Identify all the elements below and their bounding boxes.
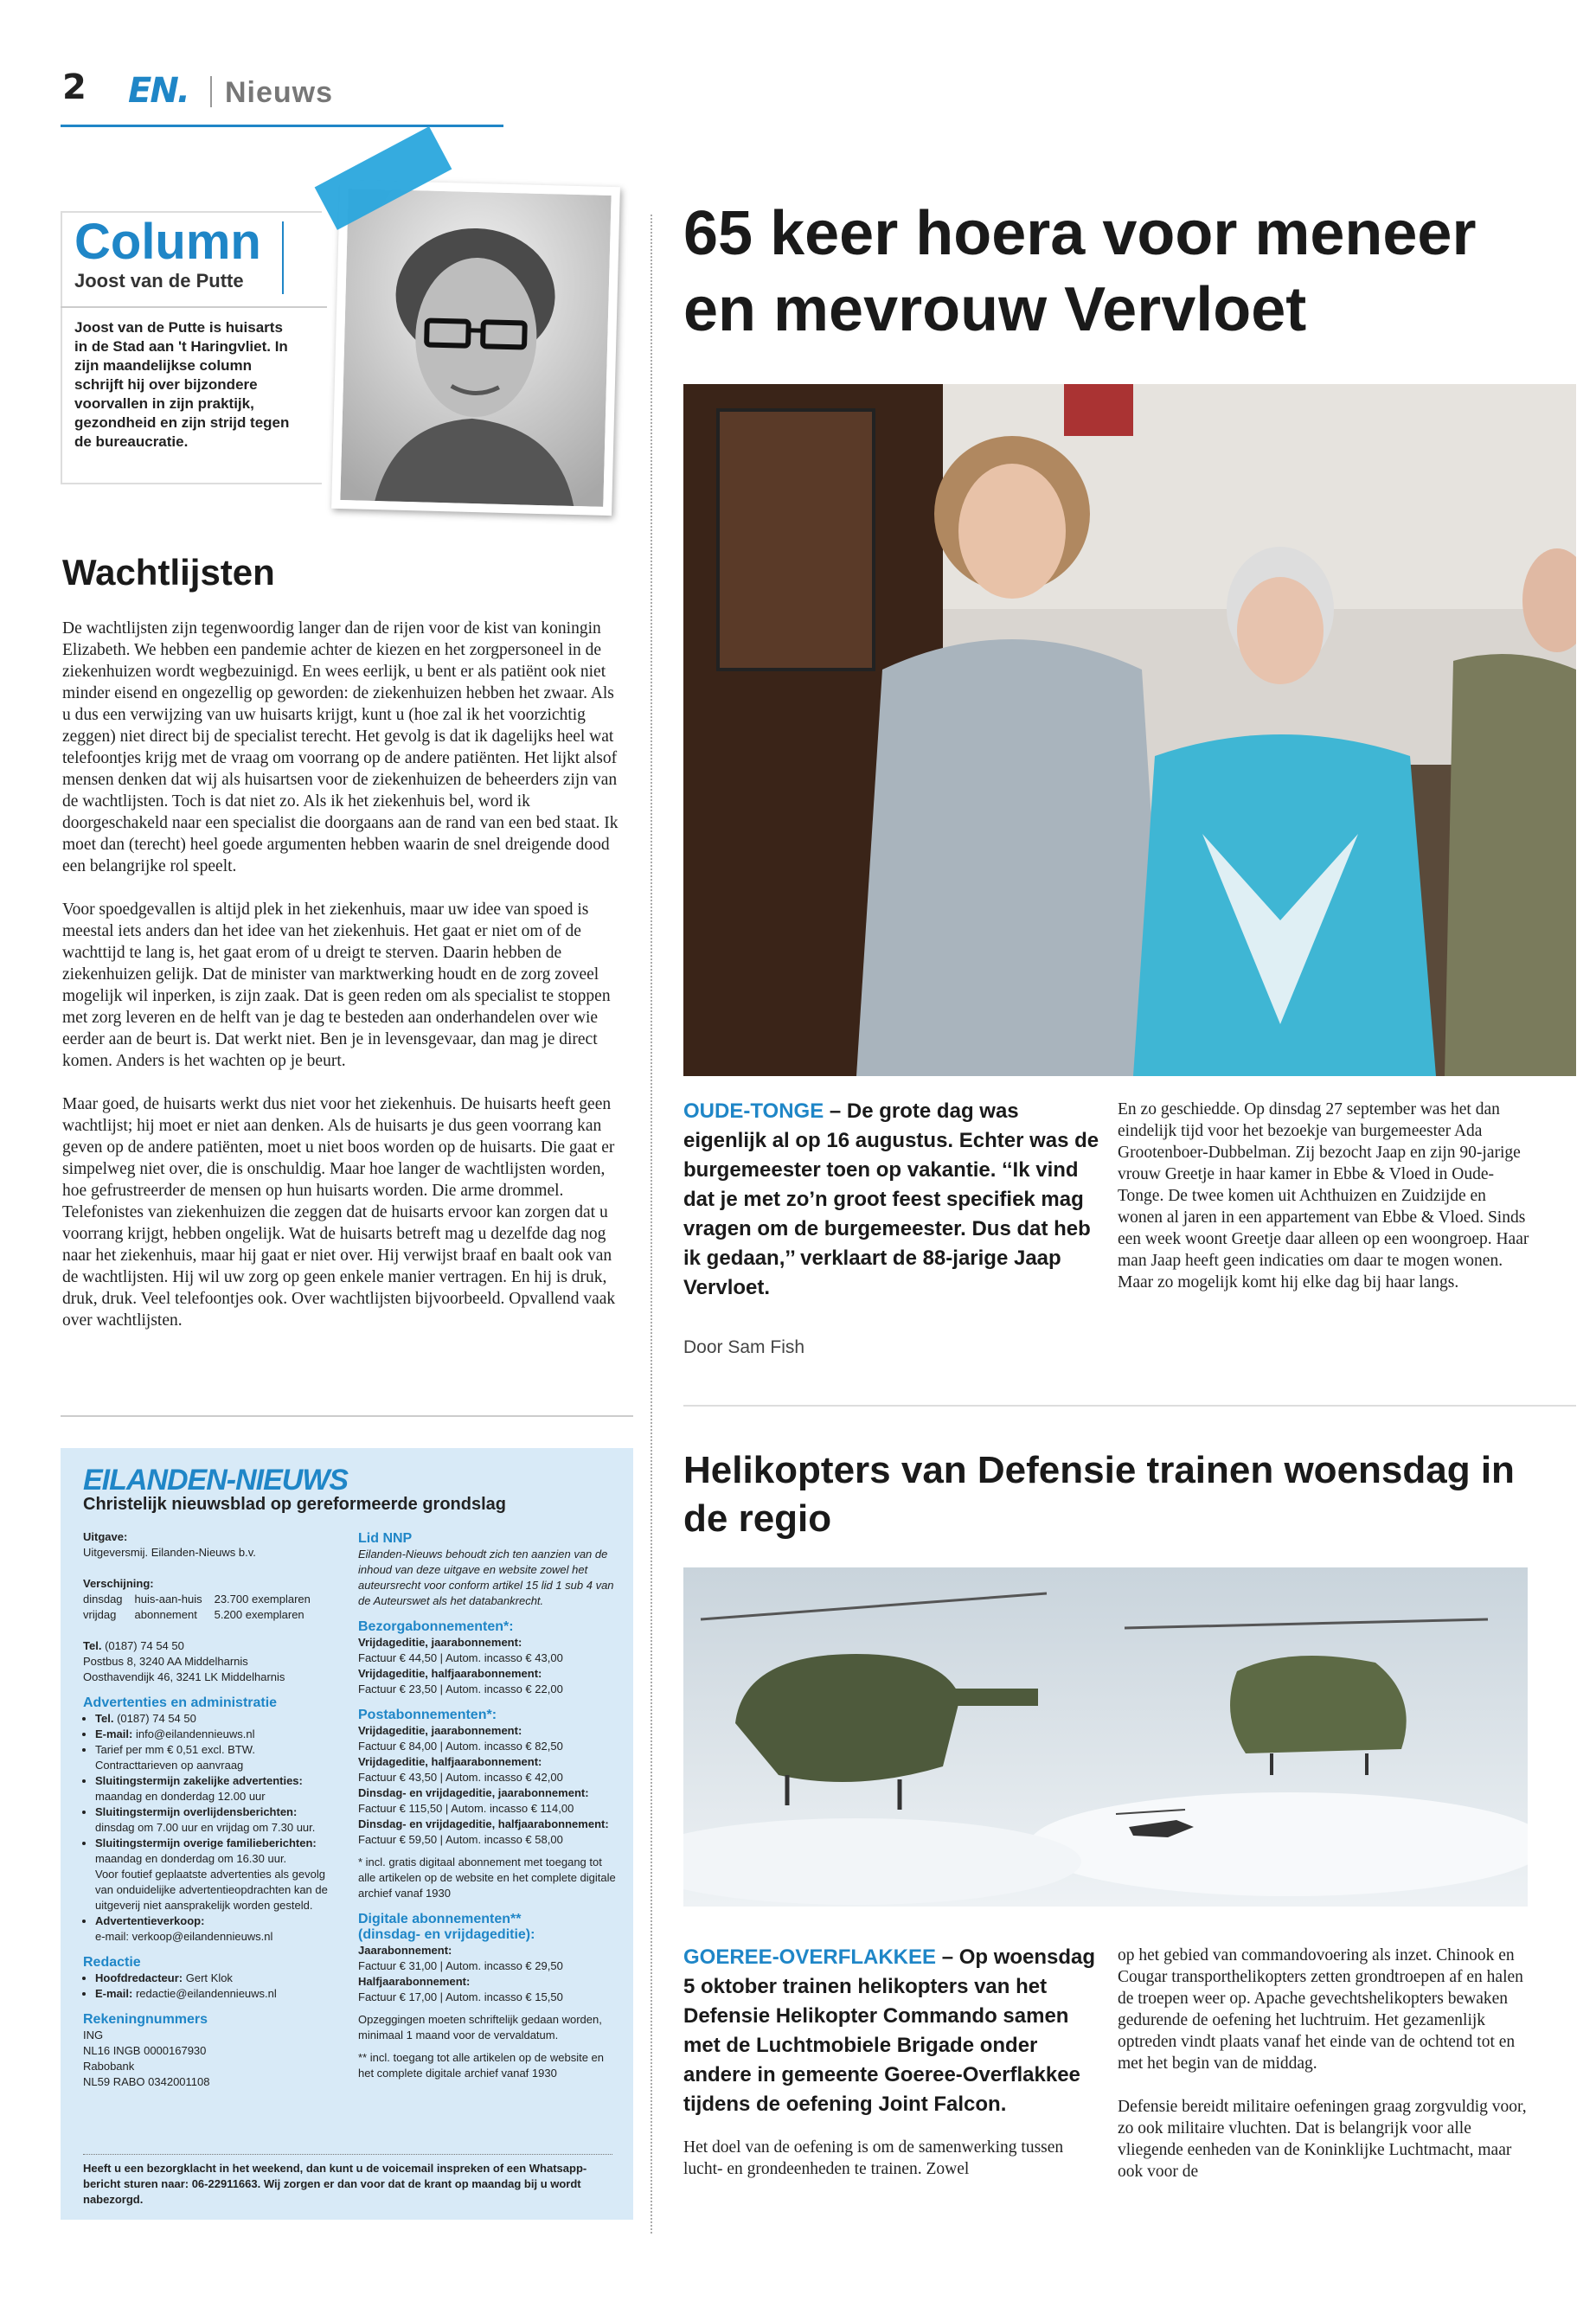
column-accent-line <box>282 221 284 294</box>
label: Dinsdag- en vrijdageditie, jaarabonnement: <box>358 1786 589 1799</box>
main-article-photo <box>683 384 1576 1076</box>
value: Factuur € 43,50 | Autom. incasso € 42,00 <box>358 1771 563 1784</box>
column-divider <box>61 306 327 308</box>
list-item: • Sluitingstermijn zakelijke advertenties: maandag en donderdag 12.00 uur <box>95 1773 343 1804</box>
heading: Advertenties en administratie <box>83 1695 278 1710</box>
column-body <box>62 618 625 1353</box>
colophon-right-column <box>358 1531 618 2081</box>
label: Halfjaarabonnement: <box>358 1975 471 1988</box>
column-separator <box>651 215 652 2234</box>
table-row <box>83 1592 323 1607</box>
header-rule <box>61 125 503 127</box>
label: Dinsdag- en vrijdageditie, halfjaarabonnement: <box>358 1817 609 1830</box>
colophon-rule <box>61 1415 633 1417</box>
heading: Postabonnementen*: <box>358 1708 497 1722</box>
colophon-logo: EILANDEN-NIEUWS <box>83 1464 349 1497</box>
column-paragraph: Voor spoedgevallen is altijd plek in het ziekenhuis, maar uw idee van spoed is meestal iets anders dan het idee van het ziekenhuis. Het gaat er niet om of de wachttijd te lang is, het gaat erom of u dreigt te sterven. Daarin hebben de ziekenhuizen gelijk. Dat de minister van marktwerking houdt en de zorg zoveel mogelijk wil inperken, is zijn zaak. Dat is geen reden om als specialist te stoppen met zorg leveren en de helft van je dag te besteden aan onderhandelen over wie eerder aan de beurt is. Dat werkt niet. Ben je in levensgevaar, dan mag je direct komen. Anders is het wachten op je beurt. <box>62 901 611 1070</box>
column-label: Column <box>74 214 261 270</box>
main-article-title: 65 keer hoera voor meneer en mevrouw Vervloet <box>683 199 1477 344</box>
heli-paragraph: op het gebied van commandovoering als inzet. Chinook en Cougar transporthelikopters zetten grondtroepen af en halen de troepen weer op. Apache gevechtshelikopters bewaken gedurende de oefening het luchtruim. Het gezamenlijk optreden vindt plaats vanaf het einde van de ochtend tot en met het begin van de middag. <box>1118 1946 1523 2073</box>
colophon-footer: Heeft u een bezorgklacht in het weekend, dan kunt u de voicemail inspreken of een Whatsapp-bericht sturen naar: 06-22911663. Wij zorgen er dan voor dat de krant op maandag bij u wordt nabezorgd. <box>83 2162 587 2206</box>
value: Rabobank <box>83 2060 135 2073</box>
heading: Rekeningnummers <box>83 2012 208 2027</box>
value: Factuur € 44,50 | Autom. incasso € 43,00 <box>358 1651 563 1664</box>
value: Postbus 8, 3240 AA Middelharnis <box>83 1655 248 1668</box>
value: NL59 RABO 0342001108 <box>83 2075 210 2088</box>
colophon-subtitle: Christelijk nieuwsblad op gereformeerde grondslag <box>83 1495 506 1514</box>
value: Factuur € 59,50 | Autom. incasso € 58,00 <box>358 1833 563 1846</box>
heli-article-body: Het doel van de oefening is om de samenwerking tussen lucht- en grondeenheden te trainen. Zowel <box>683 2138 1064 2178</box>
lead-text: – De grote dag was eigenlijk al op 16 augustus. Echter was de burgemeester toen op vakantie. ‘‘Ik vind dat je met zo’n groot feest specifiek mag vragen om de burgemeester. Dus dat heb ik gedaan,’’ verklaart de 88-jarige Jaap Vervloet. <box>683 1099 1099 1299</box>
article-separator <box>683 1405 1576 1407</box>
value: NL16 INGB 0000167930 <box>83 2044 207 2057</box>
adv-list <box>83 1711 343 1945</box>
value: Factuur € 23,50 | Autom. incasso € 22,00 <box>358 1682 563 1695</box>
value: Factuur € 84,00 | Autom. incasso € 82,50 <box>358 1740 563 1753</box>
author-portrait <box>331 180 620 516</box>
heading: Redactie <box>83 1955 141 1970</box>
portrait-image <box>340 189 611 507</box>
heading: Lid NNP <box>358 1531 413 1546</box>
footnote: * incl. gratis digitaal abonnement met toegang tot alle artikelen op de website en het complete digitale archief vanaf 1930 <box>358 1856 616 1900</box>
column-bio: Joost van de Putte is huisarts in de Stad aan 't Haringvliet. In zijn maandelijkse column schrijft hij over bijzondere voorvallen in zijn praktijk, gezondheid en zijn strijd tegen de bureaucratie. <box>74 319 290 450</box>
value: Uitgeversmij. Eilanden-Nieuws b.v. <box>83 1546 256 1559</box>
colophon-footer-rule <box>83 2154 612 2155</box>
value: Oosthavendijk 46, 3241 LK Middelharnis <box>83 1670 285 1683</box>
label: Tel. <box>83 1639 102 1652</box>
verschijning-table <box>83 1592 323 1623</box>
list-item: • Tel. (0187) 74 54 50 <box>95 1711 343 1727</box>
main-article-lead <box>683 1097 1100 1303</box>
label: Vrijdageditie, halfjaarabonnement: <box>358 1667 542 1680</box>
cell: 23.700 exemplaren <box>214 1593 311 1606</box>
byline: Door Sam Fish <box>683 1337 805 1357</box>
label: Vrijdageditie, halfjaarabonnement: <box>358 1755 542 1768</box>
list-item: • Advertentieverkoop: e-mail: verkoop@eilandennieuws.nl <box>95 1913 343 1945</box>
value: ING <box>83 2029 104 2041</box>
heading: (dinsdag- en vrijdageditie): <box>358 1927 535 1942</box>
heli-article-lead <box>683 1943 1100 2119</box>
photo-helicopters <box>683 1567 1528 1907</box>
heading: Bezorgabonnementen*: <box>358 1619 514 1634</box>
page-number: 2 <box>62 67 87 107</box>
label: Jaarabonnement: <box>358 1944 452 1957</box>
column-paragraph: Maar goed, de huisarts werkt dus niet voor het ziekenhuis. De huisarts heeft geen wachtlijst; hij moet er niet aan denken. Als de huisarts je dus geen voorrang kan geven op de andere patiënten, moet u niet boos worden op de huisarts. Die gaat er simpelweg niet over, die is onschuldig. Maar hoe langer de wachtlijsten worden, hoe gefrustreerder de mensen op hun huisarts worden. Die arme drommel. Telefonistes van ziekenhuizen die zeggen dat de huisarts ervoor kan zorgen dat u voorrang krijgt, hebben ongelijk. Wat de huisarts betreft mag u dezelfde dag nog naar het ziekenhuis, maar hij gaat er niet over. Hij verwijst braaf en baalt ook van de wachtlijsten. Hij wil uw zorg op geen enkele manier vertragen. En hij is druk, druk, druk. Veel telefoontjes ook. Over wachtlijsten bijvoorbeeld. Opvallend vaak over wachtlijsten. <box>62 1095 616 1330</box>
header-separator <box>210 76 212 107</box>
heli-article-title: Helikopters van Defensie trainen woensdag in de regio <box>683 1449 1515 1540</box>
cell: dinsdag <box>83 1593 123 1606</box>
column-paragraph: De wachtlijsten zijn tegenwoordig langer dan de rijen voor de kist van koningin Elizabeth. We hebben een pandemie achter de kiezen en het zorgpersoneel in de ziekenhuizen wordt wegbezuinigd. En wees eerlijk, u bent er als patiënt ook niet minder eisend en ongezellig op geworden: de ziekenhuizen hebben het zwaar. Als u dus een verwijzing van uw huisarts krijgt, kunt u (hoe zal ik het voorzichtig zeggen) niet direct bij de specialist terecht. Het gevolg is dat ik dagelijks heel wat telefoontjes krijg met de vraag om voorrang op de andere patiënten. Het lijkt alsof mensen denken dat wij als huisartsen voor de ziekenhuizen de beheerders zijn van de wachtlijsten. Toch is dat niet zo. Als ik het ziekenhuis bel, word ik doorgeschakeld naar een specialist die doorgaans aan de rand van een bed staat. Ik moet dan (terecht) heel goede argumenten hebben waarin de snel dreigende dood een belangrijke rol speelt. <box>62 619 619 875</box>
section-title: Nieuws <box>225 76 334 109</box>
value: Factuur € 31,00 | Autom. incasso € 29,50 <box>358 1959 563 1972</box>
label: Verschijning: <box>83 1577 154 1590</box>
footnote: ** incl. toegang tot alle artikelen op de website en het complete digitale archief vanaf 1930 <box>358 2051 605 2080</box>
column-author: Joost van de Putte <box>74 270 244 292</box>
list-item: • E-mail: info@eilandennieuws.nl <box>95 1727 343 1742</box>
photo-couple-mayor <box>683 384 1576 1076</box>
label: Vrijdageditie, jaarabonnement: <box>358 1724 522 1737</box>
list-item: • Hoofdredacteur: Gert Klok <box>95 1971 343 1986</box>
newspaper-logo: EN. <box>128 71 189 111</box>
heli-article-body-col2 <box>1118 1945 1533 2204</box>
rights-notice: Eilanden-Nieuws behoudt zich ten aanzien van de inhoud van deze uitgave en website zowel het auteursrecht voor conform artikel 15 lid 1 sub 4 van de Auteurswet als het databankrecht. <box>358 1548 614 1607</box>
value: Factuur € 115,50 | Autom. incasso € 114,00 <box>358 1802 574 1815</box>
dateline: OUDE-TONGE <box>683 1099 824 1123</box>
cell: abonnement <box>134 1608 197 1621</box>
dateline: GOEREE-OVERFLAKKEE <box>683 1945 937 1969</box>
lead-text: – Op woensdag 5 oktober trainen helikopters van het Defensie Helikopter Commando samen met de Luchtmobiele Brigade onder andere in gemeente Goeree-Overflakkee tijdens de oefening Joint Falcon. <box>683 1945 1096 2116</box>
value: (0187) 74 54 50 <box>105 1639 184 1652</box>
colophon-left-column <box>83 1529 343 2090</box>
heli-paragraph: Defensie bereidt militaire oefeningen graag zorgvuldig voor, zo ook militaire vluchten. Dat is belangrijk voor alle vliegende eenheden van de Koninklijke Luchtmacht, maar ook voor de <box>1118 2098 1527 2181</box>
redactie-list <box>83 1971 343 2002</box>
table-row <box>83 1607 323 1623</box>
cancellation-note: Opzeggingen moeten schriftelijk gedaan worden, minimaal 1 maand voor de vervaldatum. <box>358 2013 602 2041</box>
heli-article-photo <box>683 1567 1528 1907</box>
cell: vrijdag <box>83 1608 117 1621</box>
list-item: • Sluitingstermijn overlijdensberichten: dinsdag om 7.00 uur en vrijdag om 7.30 uur. <box>95 1804 343 1836</box>
list-item: • E-mail: redactie@eilandennieuws.nl <box>95 1986 343 2002</box>
main-article-body: En zo geschiedde. Op dinsdag 27 september was het dan eindelijk tijd voor het bezoekje van burgemeester Ada Grootenboer-Dubbelman. Zij bezocht Jaap en zijn 90-jarige vrouw Greetje in haar kamer in Ebbe & Vloed in Oude-Tonge. De twee komen uit Achthuizen en Zuidzijde en wonen al jaren in een appartement van Ebbe & Vloed. Sinds een week woont Greetje daar alleen op een woongroep. Haar man Jaap heeft geen indicaties om daar te mogen wonen. Maar zo mogelijk komt hij elke dag bij haar langs. <box>1118 1100 1529 1292</box>
column-title: Wachtlijsten <box>62 552 275 593</box>
label: Vrijdageditie, jaarabonnement: <box>358 1636 522 1649</box>
label: Uitgave: <box>83 1530 128 1543</box>
list-item: • Sluitingstermijn overige familieberichten: maandag en donderdag om 16.30 uur. Voor foutief geplaatste advertenties als gevolg van onduidelijke advertentieopdrachten kan de uitgeverij niet aansprakelijk worden gesteld. <box>95 1836 343 1913</box>
list-item: • Tarief per mm € 0,51 excl. BTW. Contracttarieven op aanvraag <box>95 1742 343 1773</box>
value: Factuur € 17,00 | Autom. incasso € 15,50 <box>358 1990 563 2003</box>
cell: 5.200 exemplaren <box>214 1608 304 1621</box>
heading: Digitale abonnementen** <box>358 1912 522 1926</box>
cell: huis-aan-huis <box>134 1593 202 1606</box>
